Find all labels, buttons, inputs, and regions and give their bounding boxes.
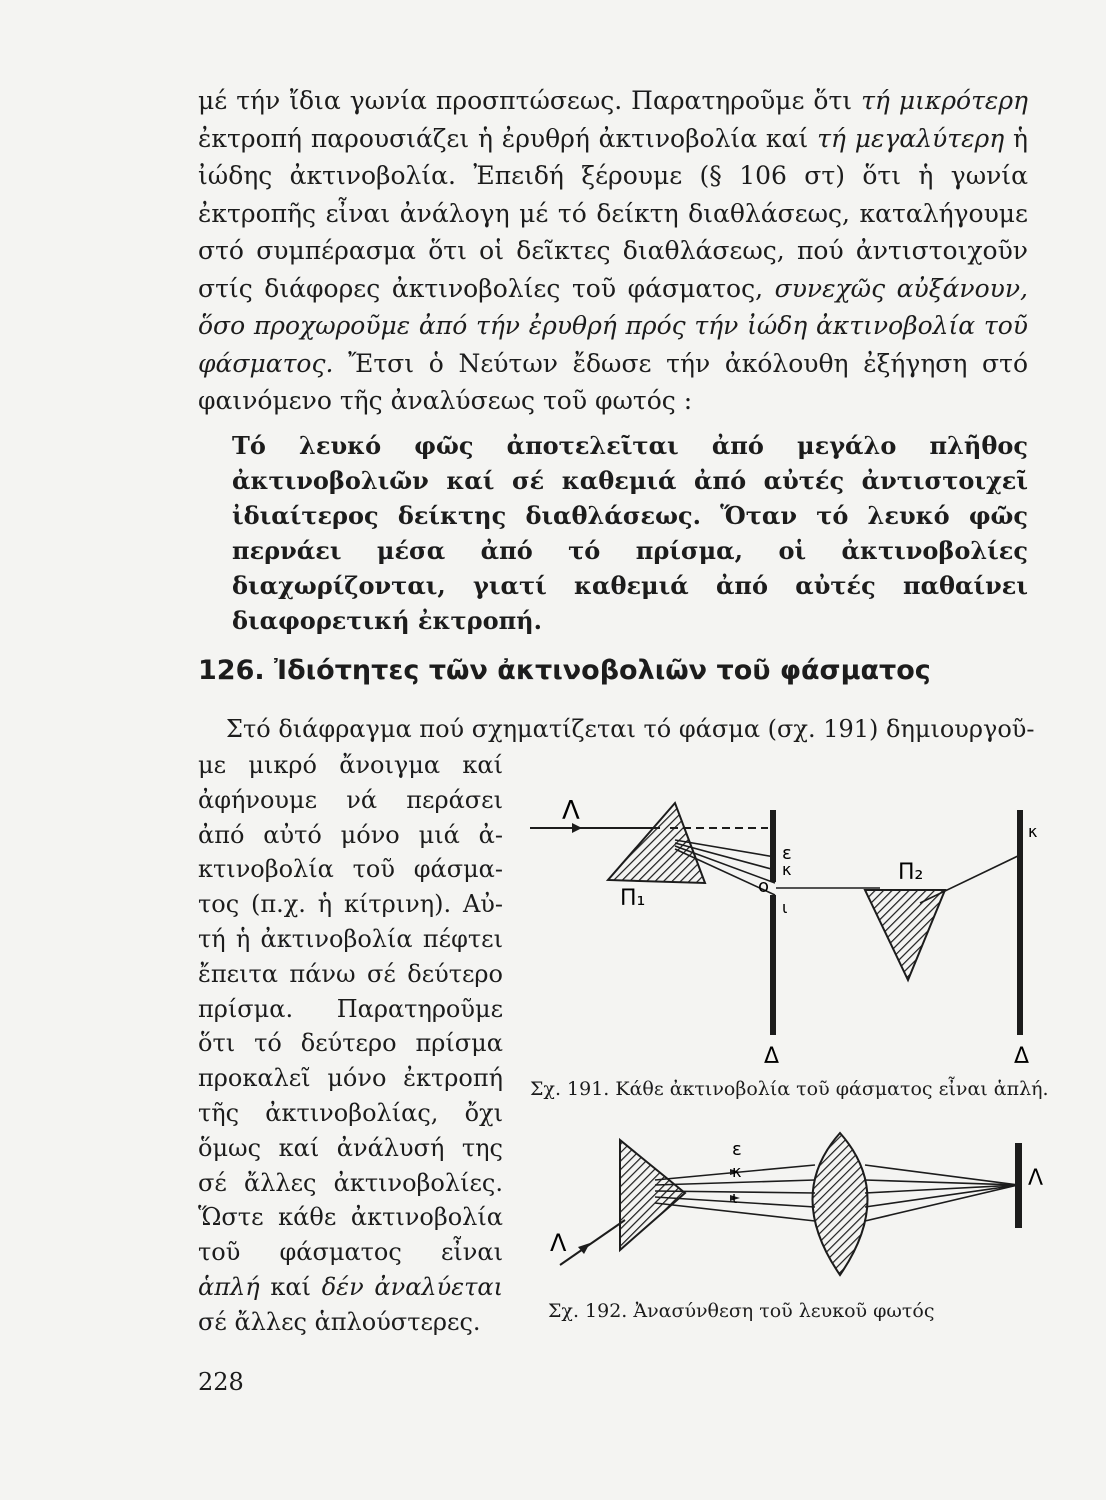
body-emphasis-simple: ἁπλή — [198, 1272, 260, 1301]
label-kappa: κ — [782, 860, 792, 879]
label-lambda-in: Λ — [550, 1229, 567, 1257]
label-epsilon: ε — [732, 1139, 742, 1160]
body-text-a: με μικρό ἄνοιγμα καί ἀφήνουμε νά περάσει ἀπό αὐτό μόνο μιά ἀκτινοβολία τοῦ φάσματος (π.χ. ἡ κίτρινη). Αὐτή ἡ ἀκτινοβολία πέφτει ἔπειτα πάνω σέ δεύτερο πρίσμα. Παρατηροῦμε ὅτι τό δεύτερο πρίσμα προκαλεῖ μόνο ἐκτροπή τῆς ἀκτινοβολίας, ὄχι ὅμως καί ἀνάλυσή της σέ ἄλλες ἀκτινοβολίες. Ὥστε κάθε ἀκτινοβολία τοῦ φάσματος εἶναι — [198, 751, 503, 1267]
label-epsilon: ε — [782, 843, 792, 864]
deviated-ray — [920, 855, 1020, 903]
intro-text-2: ἐκτροπή παρουσιάζει ἡ ἐρυθρή ἀκτινοβολία καί — [198, 123, 818, 153]
body-emphasis-not-analyzed: δέν ἀναλύεται — [321, 1272, 503, 1301]
newton-explanation: Τό λευκό φῶς ἀποτελεῖται ἀπό μεγάλο πλῆθος ἀκτινοβολιῶν καί σέ καθεμιά ἀπό αὐτές ἀντιστοιχεῖ ἰδιαίτερος δείκτης διαθλάσεως. Ὅταν τό λευκό φῶς περνάει μέσα ἀπό τό πρίσμα, οἱ ἀκτινοβολίες διαχωρίζονται, γιατί καθεμιά ἀπό αὐτές παθαίνει διαφορετική ἐκτροπή. — [232, 431, 1028, 635]
body-text-b: καί — [259, 1272, 322, 1301]
body-lead-line: Στό διάφραγμα πού σχηματίζεται τό φάσμα (σχ. 191) δημιουργοῦ- — [226, 715, 1035, 743]
figure-191-caption: Σχ. 191. Κάθε ἀκτινοβολία τοῦ φάσματος εἶναι ἁπλή. — [530, 1078, 1049, 1100]
screen-1-lower — [770, 895, 776, 1035]
incoming-ray — [560, 1220, 625, 1265]
label-delta-1: Δ — [764, 1044, 780, 1069]
section-number: 126. — [198, 655, 265, 686]
converging-lens — [813, 1133, 868, 1275]
intro-text-3: ἡ ἰώδης ἀκτινοβολία. Ἐπειδή ξέρουμε (§ 106 στ) ὅτι ἡ γωνία ἐκτροπῆς εἶναι ἀνάλογη μέ τό δείκτη διαθλάσεως, καταλήγουμε στό συμπέρασμα ὅτι οἱ δεῖκτες διαθλάσεως, πού ἀντιστοιχοῦν στίς διάφορες ἀκτινοβολίες τοῦ φάσματος, — [198, 123, 1028, 303]
label-lambda-out: Λ — [1028, 1166, 1044, 1191]
prism-p2 — [865, 890, 945, 980]
section-title: Ἰδιότητες τῶν ἀκτινοβολιῶν τοῦ φάσματος — [274, 655, 931, 686]
label-omicron: ο — [758, 876, 770, 897]
label-delta-2: Δ — [1014, 1044, 1030, 1069]
label-kappa-screen: κ — [1028, 822, 1038, 841]
intro-text-4: Ἔτσι ὁ Νεύτων ἔδωσε τήν ἀκόλουθη ἐξήγηση στό φαινόμενο τῆς ἀναλύσεως τοῦ φωτός : — [198, 348, 1028, 415]
screen-1 — [770, 810, 776, 882]
label-p2: Π₂ — [898, 860, 924, 885]
intro-emphasis-2: τή μεγαλύτερη — [817, 123, 1005, 153]
label-kappa: κ — [732, 1162, 742, 1181]
screen-2 — [1017, 810, 1023, 1035]
body-text-c: σέ ἄλλες ἁπλούστερες. — [198, 1307, 481, 1336]
label-iota: ι — [732, 1188, 738, 1207]
figure-191 — [520, 795, 1050, 1085]
page-number: 228 — [198, 1368, 244, 1396]
body-narrow-column — [198, 748, 503, 1340]
intro-text-1: μέ τήν ἴδια γωνία προσπτώσεως. Παρατηροῦμε ὅτι — [198, 86, 862, 115]
figure-192 — [520, 1125, 1050, 1290]
intro-emphasis-3: συνεχῶς αὐξάνουν, ὅσο προχωροῦμε ἀπό τήν ἐρυθρή πρός τήν ἰώδη ἀκτινοβολία τοῦ φάσματος. — [198, 273, 1028, 378]
intro-emphasis-1: τή μικρότερη — [861, 86, 1028, 115]
label-p1: Π₁ — [620, 886, 646, 911]
screen — [1015, 1143, 1022, 1228]
prism — [620, 1140, 685, 1250]
label-lambda: Λ — [562, 796, 580, 826]
intro-paragraph — [198, 82, 1028, 420]
rays-to-screen — [865, 1165, 1018, 1221]
section-heading — [198, 655, 1028, 686]
label-iota: ι — [782, 898, 788, 917]
figure-192-caption: Σχ. 192. Ἀνασύνθεση τοῦ λευκοῦ φωτός — [548, 1300, 935, 1322]
